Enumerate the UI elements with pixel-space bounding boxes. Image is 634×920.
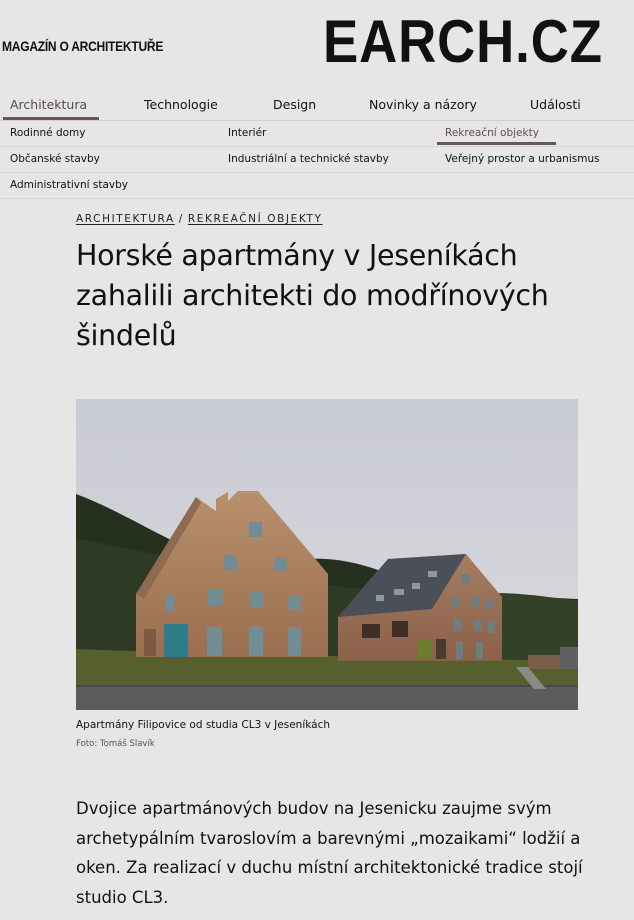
sub-nav-row: [0, 147, 634, 173]
sub-nav-row: [0, 173, 634, 199]
main-nav-item-design[interactable]: Design: [273, 97, 317, 112]
main-nav-item-technologie[interactable]: Technologie: [144, 97, 218, 112]
sub-nav-item-rodinne-domy[interactable]: Rodinné domy: [10, 127, 86, 139]
main-nav: [0, 94, 634, 121]
image-caption: Apartmány Filipovice od studia CL3 v Jeseníkách: [76, 719, 330, 731]
breadcrumb: [76, 213, 323, 225]
sub-nav-active-indicator: [437, 142, 556, 145]
sub-nav-item-obcanske-stavby[interactable]: Občanské stavby: [10, 153, 100, 165]
site-tagline: MAGAZÍN O ARCHITEKTUŘE: [2, 38, 164, 54]
sub-nav-item-interier[interactable]: Interiér: [228, 127, 267, 139]
breadcrumb-link-architektura[interactable]: ARCHITEKTURA: [76, 213, 175, 225]
main-nav-item-architektura[interactable]: Architektura: [10, 97, 88, 112]
sub-nav-item-administrativni[interactable]: Administrativní stavby: [10, 179, 128, 191]
main-nav-active-indicator: [3, 117, 99, 120]
sub-nav-row: [0, 121, 634, 147]
sub-nav: [0, 121, 634, 199]
breadcrumb-link-rekreacni-objekty[interactable]: REKREAČNÍ OBJEKTY: [187, 213, 323, 225]
main-nav-item-novinky[interactable]: Novinky a názory: [369, 97, 477, 112]
image-credit: Foto: Tomáš Slavík: [76, 739, 155, 749]
sub-nav-item-rekreacni-objekty[interactable]: Rekreační objekty: [445, 127, 539, 139]
site-logo[interactable]: EARCH.CZ: [323, 8, 603, 75]
article-lead: Dvojice apartmánových budov na Jesenicku zaujme svým archetypálním tvaroslovím a barevnými „mozaikami“ lodžií a oken. Za realizací v duchu místní architektonické tradice stojí studio CL3.: [76, 799, 583, 907]
article-photo[interactable]: [76, 399, 578, 710]
main-nav-item-udalosti[interactable]: Události: [530, 97, 581, 112]
site-header: [0, 0, 634, 90]
building-photo-illustration: [76, 399, 578, 710]
sub-nav-item-verejny-prostor[interactable]: Veřejný prostor a urbanismus: [445, 153, 600, 165]
article-title: Horské apartmány v Jeseníkách zahalili architekti do modřínových šindelů: [76, 239, 549, 352]
breadcrumb-separator: /: [178, 213, 184, 225]
sub-nav-item-industrialni[interactable]: Industriální a technické stavby: [228, 153, 389, 165]
